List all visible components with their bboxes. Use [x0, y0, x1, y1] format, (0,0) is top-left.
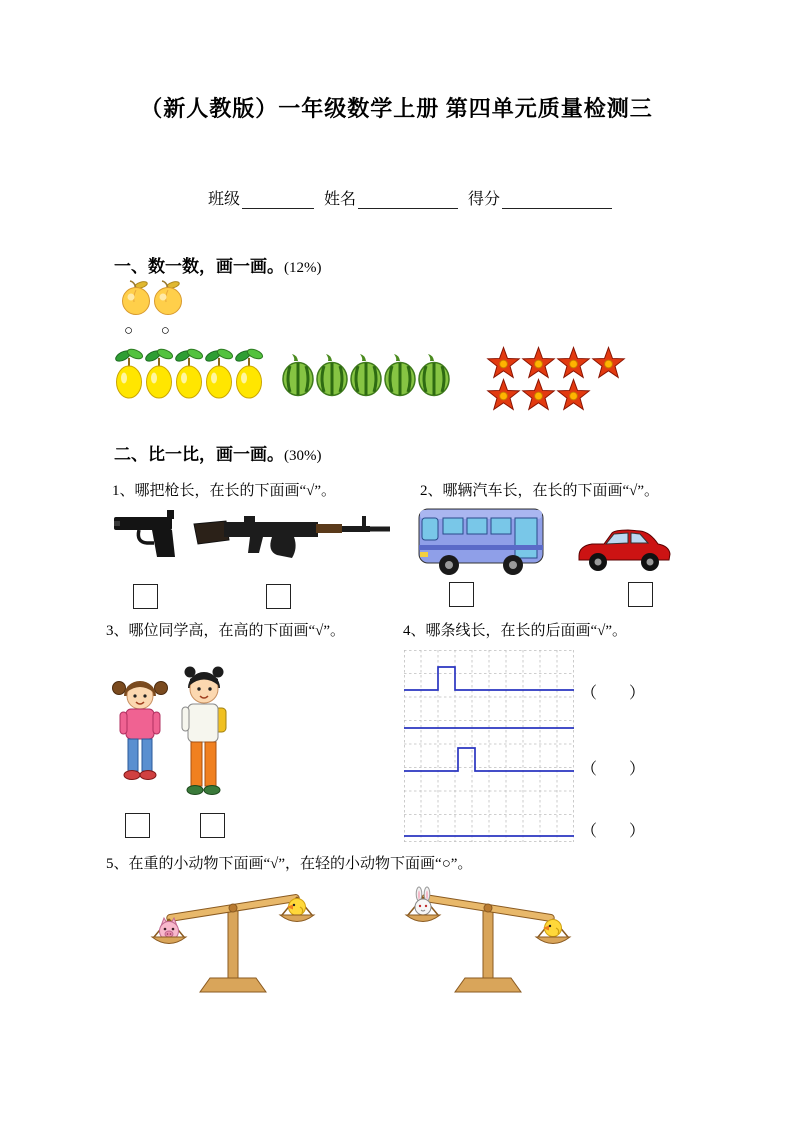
flower-icon: [555, 346, 592, 382]
section2-percent: (30%): [284, 448, 322, 464]
flower-icon: [485, 346, 522, 382]
class-input-blank[interactable]: [242, 191, 314, 209]
flower-group: [486, 348, 636, 412]
example-answer-circles[interactable]: ○ ○: [124, 323, 182, 339]
car-image: [576, 524, 673, 579]
flower-icon: [520, 378, 557, 414]
peach-icon: [152, 278, 184, 316]
line-grid-image: [404, 650, 574, 847]
section1-heading-text: 一、数一数，画一画。: [114, 257, 284, 276]
watermelon-row: [281, 352, 451, 398]
class-label: 班级: [208, 191, 241, 208]
section2-heading: [114, 440, 322, 465]
pistol-image: [112, 505, 182, 570]
name-input-blank[interactable]: [358, 191, 458, 209]
flower-icon: [520, 346, 557, 382]
watermelon-icon: [349, 352, 383, 398]
pear-icon: [234, 345, 264, 400]
balance-scale-pig-chick-image: [146, 886, 321, 1009]
section1-heading: [114, 252, 322, 277]
question4-text: 4、哪条线长，在长的后面画“√”。: [403, 623, 628, 639]
section1-percent: (12%): [284, 260, 322, 276]
q4-answer-bracket-1[interactable]: （ ）: [581, 685, 646, 702]
student-info-line: [208, 186, 618, 209]
question3-text: 3、哪位同学高，在高的下面画“√”。: [106, 623, 346, 639]
balance-scale-rabbit-chick-image: [401, 886, 576, 1009]
q1-checkbox-pistol[interactable]: [133, 584, 158, 609]
pear-icon: [174, 345, 204, 400]
section2-heading-text: 二、比一比，画一画。: [114, 445, 284, 464]
q2-checkbox-bus[interactable]: [449, 582, 474, 607]
pear-row: [114, 345, 264, 400]
pear-icon: [204, 345, 234, 400]
page-title: （新人教版）一年级数学上册 第四单元质量检测三: [140, 96, 653, 121]
score-input-blank[interactable]: [502, 191, 612, 209]
question1-text: 1、哪把枪长，在长的下面画“√”。: [112, 483, 337, 499]
watermelon-icon: [417, 352, 451, 398]
flower-icon: [485, 378, 522, 414]
watermelon-icon: [315, 352, 349, 398]
rifle-image: [192, 508, 392, 569]
watermelon-icon: [383, 352, 417, 398]
watermelon-icon: [281, 352, 315, 398]
q3-checkbox-left-student[interactable]: [125, 813, 150, 838]
pear-icon: [144, 345, 174, 400]
score-label: 得分: [468, 191, 501, 208]
flower-icon: [590, 346, 627, 382]
q4-answer-bracket-3[interactable]: （ ）: [581, 823, 646, 840]
flower-icon: [555, 378, 592, 414]
bus-image: [417, 503, 545, 584]
q2-checkbox-car[interactable]: [628, 582, 653, 607]
question2-text: 2、哪辆汽车长，在长的下面画“√”。: [420, 483, 660, 499]
q4-answer-bracket-2[interactable]: （ ）: [581, 761, 646, 778]
students-image: [102, 656, 242, 816]
question5-text: 5、在重的小动物下面画“√”，在轻的小动物下面画“○”。: [106, 856, 473, 872]
q1-checkbox-rifle[interactable]: [266, 584, 291, 609]
pear-icon: [114, 345, 144, 400]
name-label: 姓名: [324, 191, 357, 208]
peach-row: [120, 278, 184, 316]
peach-icon: [120, 278, 152, 316]
q3-checkbox-right-student[interactable]: [200, 813, 225, 838]
